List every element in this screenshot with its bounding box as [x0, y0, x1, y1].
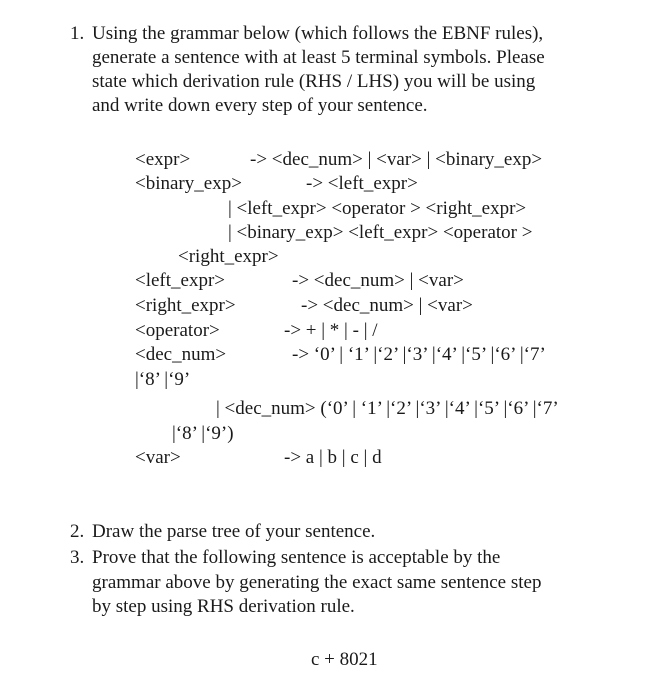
rule-operator-rhs: -> + | * | - | /	[284, 320, 378, 341]
rule-dec-num-lhs: <dec_num>	[135, 344, 227, 365]
rule-binary-exp-alt-1: | <left_expr> <operator > <right_expr>	[228, 198, 527, 219]
rule-var-lhs: <var>	[135, 447, 181, 468]
question-3-line-2: grammar above by generating the exact same sentence step	[92, 572, 542, 593]
question-3-line-1: Prove that the following sentence is acceptable by the	[92, 547, 501, 568]
rule-binary-exp-alt-2-continued: <right_expr>	[178, 246, 279, 267]
question-3-number: 3.	[70, 547, 85, 568]
rule-binary-exp-lhs: <binary_exp>	[135, 173, 242, 194]
rule-expr-rhs: -> <dec_num> | <var> | <binary_exp>	[250, 149, 543, 170]
rule-operator-lhs: <operator>	[135, 320, 220, 341]
rule-dec-num-alt: | <dec_num> (‘0’ | ‘1’ |‘2’ |‘3’ |‘4’ |‘5’ |‘6’ |‘7’	[216, 398, 559, 419]
rule-dec-num-rhs: -> ‘0’ | ‘1’ |‘2’ |‘3’ |‘4’ |‘5’ |‘6’ |‘7’	[292, 344, 546, 365]
question-2-number: 2.	[70, 521, 85, 542]
rule-var-rhs: -> a | b | c | d	[284, 447, 382, 468]
rule-binary-exp-rhs: -> <left_expr>	[306, 173, 418, 194]
rule-binary-exp-alt-2: | <binary_exp> <left_expr> <operator >	[228, 222, 533, 243]
rule-right-expr-rhs: -> <dec_num> | <var>	[301, 295, 473, 316]
rule-left-expr-rhs: -> <dec_num> | <var>	[292, 270, 464, 291]
rule-right-expr-lhs: <right_expr>	[135, 295, 236, 316]
rule-expr-lhs: <expr>	[135, 149, 191, 170]
question-2-text: Draw the parse tree of your sentence.	[92, 521, 376, 542]
question-1-line-1: Using the grammar below (which follows the EBNF rules),	[92, 23, 544, 44]
question-3-sentence: c + 8021	[311, 649, 378, 670]
question-1-line-2: generate a sentence with at least 5 terminal symbols. Please	[92, 47, 545, 68]
question-1-line-4: and write down every step of your sentence.	[92, 95, 428, 116]
rule-dec-num-alt-continued: |‘8’ |‘9’)	[172, 423, 234, 444]
question-1-line-3: state which derivation rule (RHS / LHS) you will be using	[92, 71, 536, 92]
question-3-line-3: by step using RHS derivation rule.	[92, 596, 355, 617]
question-1-number: 1.	[70, 23, 85, 44]
rule-dec-num-rhs-continued: |‘8’ |‘9’	[135, 369, 191, 390]
rule-left-expr-lhs: <left_expr>	[135, 270, 226, 291]
